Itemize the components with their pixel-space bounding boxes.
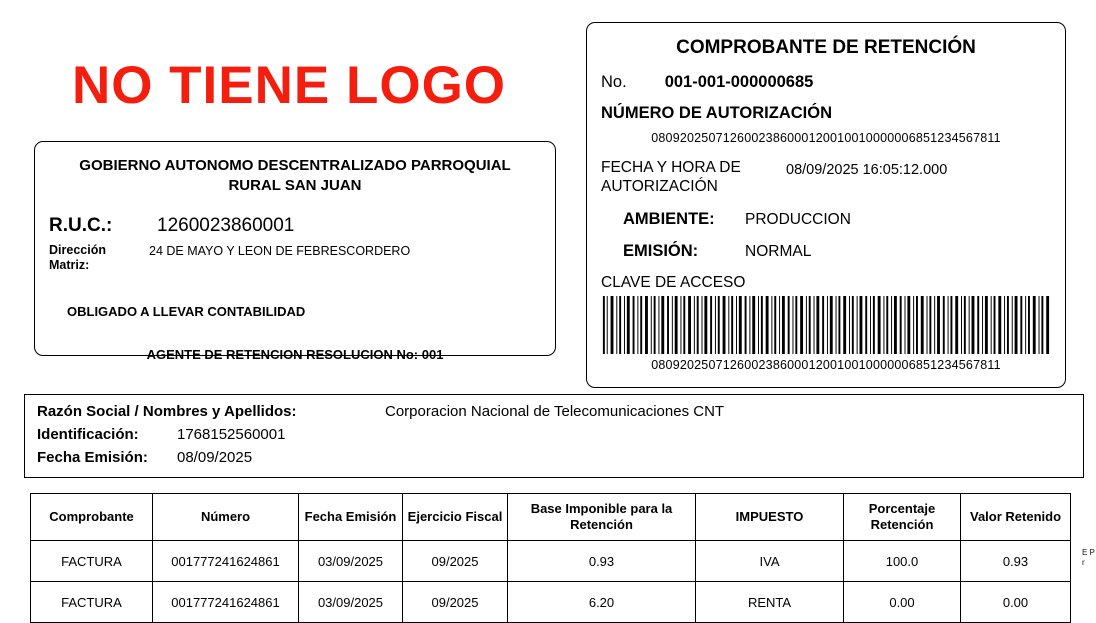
issuer-column — [0, 0, 578, 362]
cell-comprobante: FACTURA — [31, 582, 153, 623]
cell-impuesto: RENTA — [696, 582, 844, 623]
emision-value: NORMAL — [745, 242, 812, 260]
column-header-base-imponible: Base Imponible para la Retención — [508, 494, 696, 541]
cell-numero: 001777241624861 — [153, 541, 299, 582]
ambiente-label: AMBIENTE: — [623, 209, 715, 228]
column-header-valor-retenido: Valor Retenido — [961, 494, 1071, 541]
cell-base: 0.93 — [508, 541, 696, 582]
authorization-date-row — [601, 159, 1051, 197]
cell-porcentaje: 100.0 — [844, 541, 961, 582]
authorization-date-label: FECHA Y HORA DE AUTORIZACIÓN — [601, 159, 741, 195]
receiver-id-row — [37, 426, 1073, 443]
receipt-title: COMPROBANTE DE RETENCIÓN — [676, 37, 976, 58]
cell-ejercicio: 09/2025 — [403, 582, 508, 623]
receiver-name-value: Corporacion Nacional de Telecomunicaciones CNT — [385, 403, 725, 420]
cell-fecha: 03/09/2025 — [299, 582, 403, 623]
authorization-title: NÚMERO DE AUTORIZACIÓN — [601, 104, 832, 122]
receiver-date-value: 08/09/2025 — [177, 449, 253, 466]
receipt-number-value: 001-001-000000685 — [664, 73, 814, 91]
cell-base: 6.20 — [508, 582, 696, 623]
issuer-name-line2: RURAL SAN JUAN — [228, 177, 362, 195]
issuer-ruc-value: 1260023860001 — [157, 214, 295, 236]
receipt-column — [578, 0, 1078, 388]
issuer-ruc-row — [49, 215, 541, 237]
issuer-address-row — [49, 243, 541, 274]
column-header-fecha-emision: Fecha Emisión — [299, 494, 403, 541]
access-key-label: CLAVE DE ACCESO — [601, 273, 746, 291]
cell-impuesto: IVA — [696, 541, 844, 582]
receiver-id-label: Identificación: — [37, 426, 139, 443]
retention-details-section — [30, 493, 1072, 623]
authorization-number: 0809202507126002386000120010010000006851234567811 — [651, 131, 1001, 145]
cell-numero: 001777241624861 — [153, 582, 299, 623]
column-header-impuesto: IMPUESTO — [696, 494, 844, 541]
receiver-date-label: Fecha Emisión: — [37, 449, 148, 466]
emision-label: EMISIÓN: — [623, 241, 699, 260]
receiver-name-label: Razón Social / Nombres y Apellidos: — [37, 403, 297, 420]
cell-ejercicio: 09/2025 — [403, 541, 508, 582]
receiver-info-box — [24, 394, 1084, 478]
column-header-ejercicio-fiscal: Ejercicio Fiscal — [403, 494, 508, 541]
barcode-image — [601, 296, 1051, 354]
issuer-agent-note: AGENTE DE RETENCION RESOLUCION No: 001 — [146, 346, 444, 362]
issuer-name — [59, 156, 531, 197]
no-logo-placeholder: NO TIENE LOGO — [71, 56, 507, 115]
issuer-ruc-label: R.U.C.: — [49, 214, 113, 236]
issuer-address-label-line1: Dirección — [49, 242, 106, 257]
retention-details-table — [30, 493, 1071, 623]
receipt-number-row — [601, 73, 1051, 92]
issuer-address-label — [49, 243, 149, 274]
issuer-name-line1: GOBIERNO AUTONOMO DESCENTRALIZADO PARROQUIAL — [79, 157, 511, 174]
column-header-comprobante: Comprobante — [31, 494, 153, 541]
receiver-name-row — [37, 403, 1073, 420]
authorization-date-value: 08/09/2025 16:05:12.000 — [786, 162, 948, 178]
cell-valor: 0.00 — [961, 582, 1071, 623]
access-key-value: 0809202507126002386000120010010000006851234567811 — [651, 357, 1001, 372]
ambiente-row — [623, 210, 1051, 229]
cell-fecha: 03/09/2025 — [299, 541, 403, 582]
emision-row — [623, 242, 1051, 261]
receiver-date-row — [37, 449, 1073, 466]
cell-porcentaje: 0.00 — [844, 582, 961, 623]
table-row — [31, 582, 1071, 623]
column-header-numero: Número — [153, 494, 299, 541]
issuer-address-label-line2: Matriz: — [49, 258, 90, 273]
receiver-id-value: 1768152560001 — [177, 426, 286, 443]
issuer-info-box — [34, 141, 556, 362]
table-row — [31, 541, 1071, 582]
column-header-porcentaje: Porcentaje Retención — [844, 494, 961, 541]
issuer-address-value: 24 DE MAYO Y LEON DE FEBRESCORDERO — [149, 243, 411, 258]
receipt-info-box — [586, 22, 1066, 388]
cell-valor: 0.93 — [961, 541, 1071, 582]
receipt-number-label: No. — [601, 73, 627, 91]
ambiente-value: PRODUCCION — [745, 210, 851, 228]
table-header-row — [31, 494, 1071, 541]
clipped-edge-text: E P r — [1082, 548, 1095, 567]
issuer-accounting-note: OBLIGADO A LLEVAR CONTABILIDAD — [67, 303, 306, 319]
cell-comprobante: FACTURA — [31, 541, 153, 582]
